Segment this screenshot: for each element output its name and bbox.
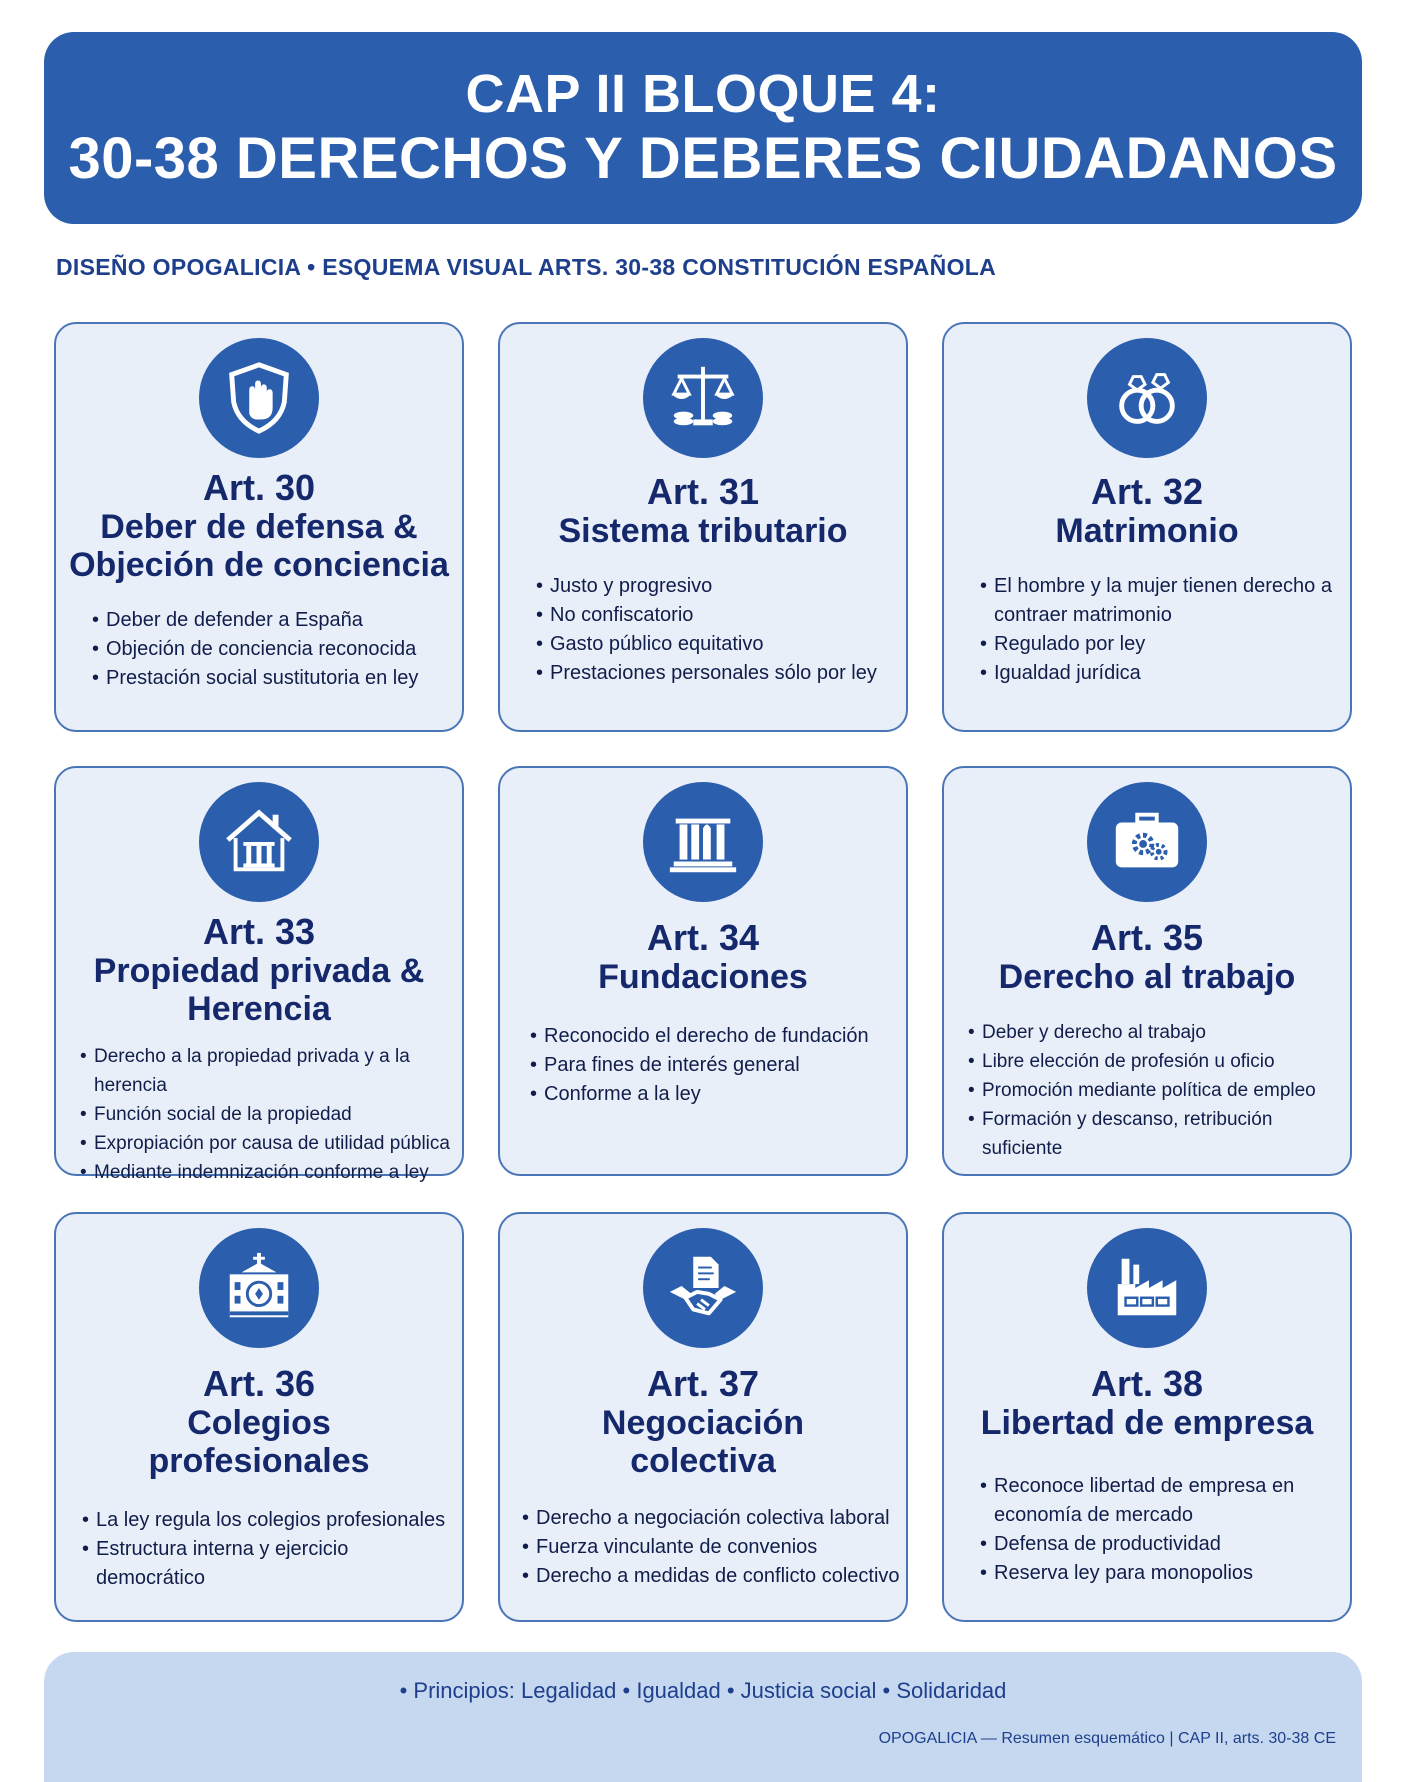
- list-item: • Derecho a medidas de conflicto colectivo: [522, 1562, 902, 1591]
- card-art-32: [942, 322, 1352, 732]
- list-item: • Gasto público equitativo: [536, 630, 894, 659]
- article-number: Art. 38: [1090, 1363, 1204, 1404]
- article-number: Art. 36: [202, 1363, 316, 1404]
- article-title: Derecho al trabajo: [998, 958, 1296, 996]
- list-item: • Función social de la propiedad: [80, 1100, 458, 1129]
- list-item: • Formación y descanso, retribución suficiente: [968, 1105, 1346, 1163]
- list-item: • Para fines de interés general: [530, 1051, 894, 1080]
- list-item: • Libre elección de profesión u oficio: [968, 1047, 1346, 1076]
- list-item: • Igualdad jurídica: [980, 659, 1338, 688]
- list-item: • Regulado por ley: [980, 630, 1338, 659]
- article-title: Matrimonio: [1055, 512, 1239, 550]
- list-item: • Prestaciones personales sólo por ley: [536, 659, 894, 688]
- list-item: • No confiscatorio: [536, 601, 894, 630]
- list-item: • Prestación social sustitutoria en ley: [92, 664, 450, 693]
- list-item: • Reconocido el derecho de fundación: [530, 1022, 894, 1051]
- list-item: • Conforme a la ley: [530, 1080, 894, 1109]
- bullet-list: [944, 572, 1350, 688]
- footer-banner: [44, 1652, 1362, 1782]
- house-columns-icon: [199, 782, 319, 902]
- article-number: Art. 33: [202, 911, 316, 952]
- list-item: • Derecho a la propiedad privada y a la herencia: [80, 1042, 458, 1100]
- list-item: • La ley regula los colegios profesionales: [82, 1506, 450, 1535]
- article-number: Art. 37: [646, 1363, 760, 1404]
- bullet-list: [500, 1022, 906, 1109]
- handshake-document-icon: [643, 1228, 763, 1348]
- article-title: Deber de defensa & Objeción de conciencia: [69, 508, 449, 584]
- footer-credit: OPOGALICIA — Resumen esquemático | CAP II, arts. 30-38 CE: [878, 1730, 1336, 1747]
- card-art-31: [498, 322, 908, 732]
- article-title: Negociación colectiva: [601, 1404, 805, 1480]
- article-title: Fundaciones: [598, 958, 808, 996]
- bullet-list: [944, 1018, 1350, 1163]
- subtitle: DISEÑO OPOGALICIA • ESQUEMA VISUAL ARTS. 30-38 CONSTITUCIÓN ESPAÑOLA: [56, 254, 997, 280]
- principles-line: • Principios: Legalidad • Igualdad • Justicia social • Solidaridad: [399, 1678, 1007, 1703]
- list-item: • Promoción mediante política de empleo: [968, 1076, 1346, 1105]
- bullet-list: [944, 1472, 1350, 1588]
- bullet-list: [500, 1504, 906, 1591]
- list-item: • Reconoce libertad de empresa en economía de mercado: [980, 1472, 1338, 1530]
- header-title-line1: CAP II BLOQUE 4:: [465, 64, 941, 124]
- list-item: • Estructura interna y ejercicio democrático: [82, 1535, 450, 1593]
- article-title: Colegios profesionales: [148, 1404, 370, 1480]
- card-art-38: [942, 1212, 1352, 1622]
- card-art-34: [498, 766, 908, 1176]
- card-art-33: [54, 766, 464, 1183]
- header-banner: [44, 32, 1362, 224]
- card-art-37: [498, 1212, 908, 1622]
- list-item: • Defensa de productividad: [980, 1530, 1338, 1559]
- list-item: • Derecho a negociación colectiva laboral: [522, 1504, 902, 1533]
- article-number: Art. 30: [202, 467, 316, 508]
- article-number: Art. 35: [1090, 917, 1204, 958]
- list-item: • El hombre y la mujer tienen derecho a contraer matrimonio: [980, 572, 1338, 630]
- card-art-30: [54, 322, 464, 732]
- foundation-columns-icon: [643, 782, 763, 902]
- header-title-line2: 30-38 DERECHOS Y DEBERES CIUDADANOS: [68, 126, 1338, 191]
- briefcase-gears-icon: [1087, 782, 1207, 902]
- bullet-list: [56, 1506, 462, 1593]
- shield-hand-icon: [199, 338, 319, 458]
- article-number: Art. 31: [646, 471, 760, 512]
- college-building-icon: [199, 1228, 319, 1348]
- list-item: • Expropiación por causa de utilidad pública: [80, 1129, 458, 1158]
- scales-coins-icon: [643, 338, 763, 458]
- article-title: Sistema tributario: [558, 512, 848, 550]
- bullet-list: [56, 606, 462, 693]
- list-item: • Mediante indemnización conforme a ley: [80, 1158, 458, 1187]
- card-art-35: [942, 766, 1352, 1176]
- list-item: • Fuerza vinculante de convenios: [522, 1533, 902, 1562]
- articles-grid: [54, 322, 1352, 1624]
- card-art-36: [54, 1212, 464, 1622]
- factory-icon: [1087, 1228, 1207, 1348]
- list-item: • Objeción de conciencia reconocida: [92, 635, 450, 664]
- article-number: Art. 34: [646, 917, 760, 958]
- list-item: • Reserva ley para monopolios: [980, 1559, 1338, 1588]
- article-title: Libertad de empresa: [980, 1404, 1314, 1442]
- article-title: Propiedad privada & Herencia: [93, 952, 425, 1028]
- list-item: • Deber de defender a España: [92, 606, 450, 635]
- list-item: • Deber y derecho al trabajo: [968, 1018, 1346, 1047]
- list-item: • Justo y progresivo: [536, 572, 894, 601]
- article-number: Art. 32: [1090, 471, 1204, 512]
- bullet-list: [500, 572, 906, 688]
- wedding-rings-icon: [1087, 338, 1207, 458]
- bullet-list: [56, 1042, 462, 1187]
